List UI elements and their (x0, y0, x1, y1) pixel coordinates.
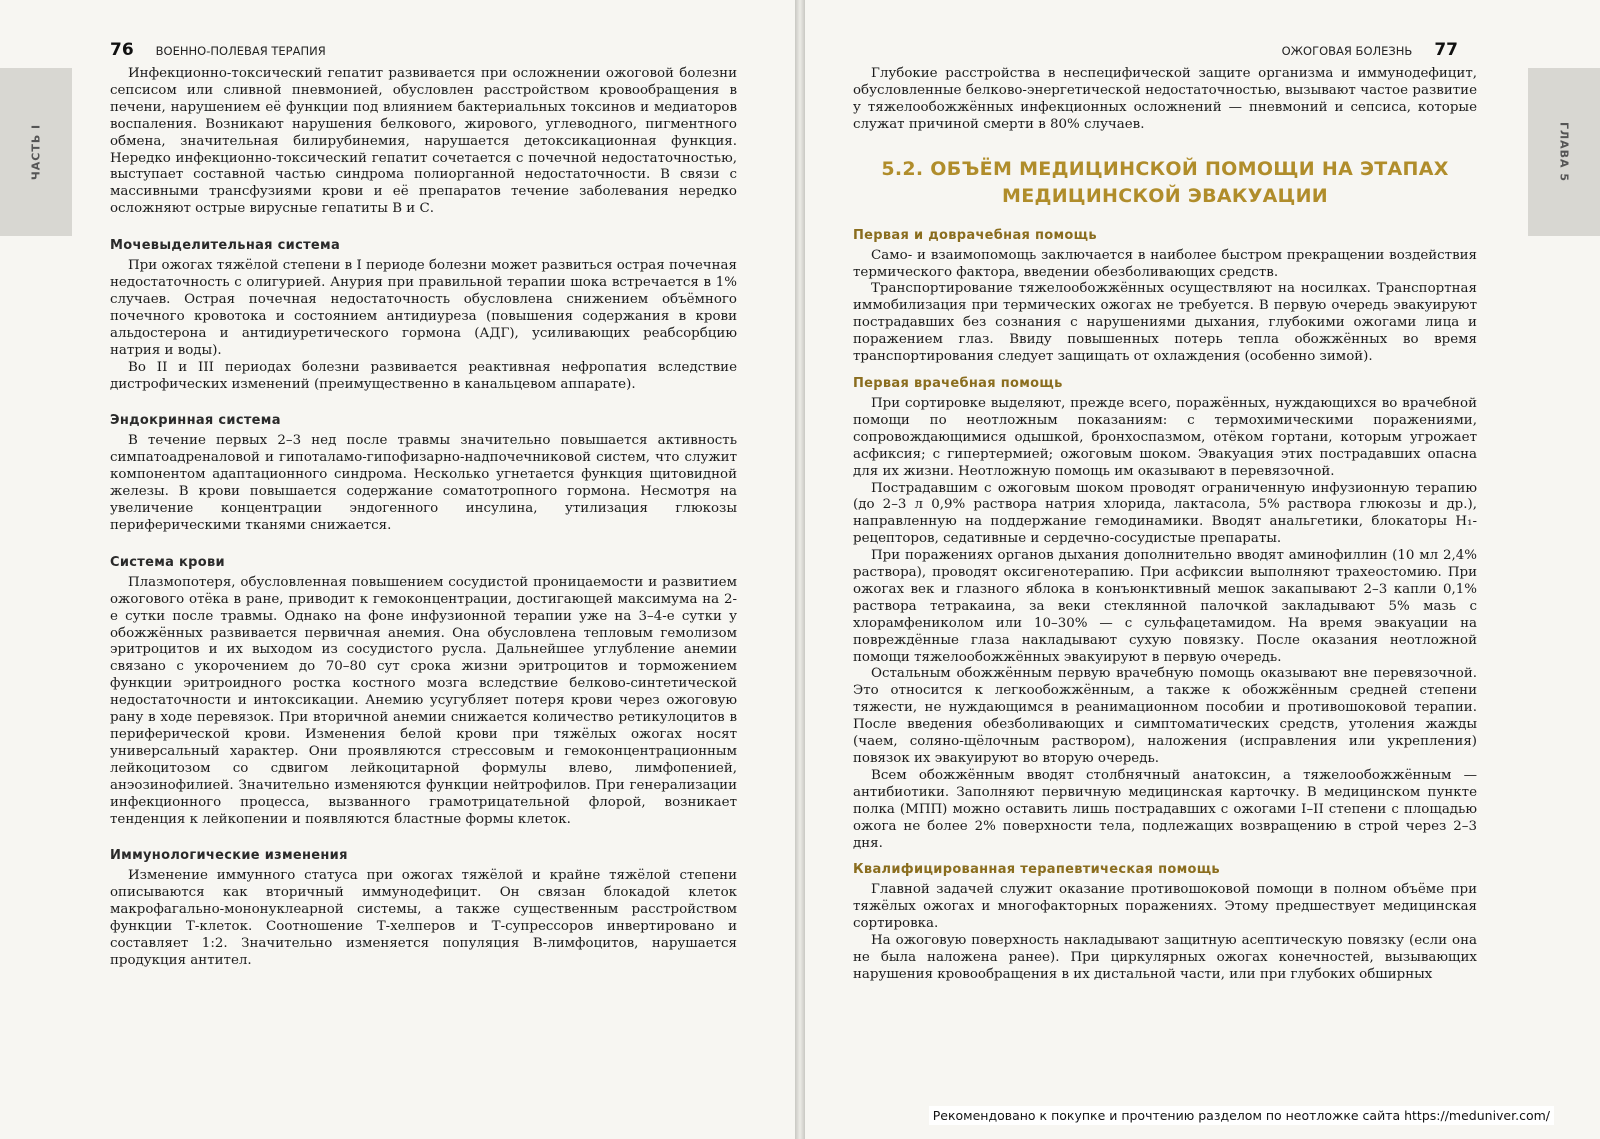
right-intro-paragraph: Глубокие расстройства в неспецифической защите организма и иммунодефицит, обусловленные белково-энергетической недостаточностью, вызывают частое развитие у тяжелообожжённых инфекционных осложнений — пневмоний и сепсиса, которые служат причиной смерти в 80% случаев. (853, 66, 1477, 132)
paragraph: Остальным обожжённым первую врачебную помощь оказывают вне перевязочной. Это относится к легкообожжённым, а также к обожжённым средней степени тяжести, не нуждающимся в реанимационном пособии и противошоковой терапии. После введения обезболивающих и симптоматических средств, утоления жажды (чаем, соляно-щёлочным раствором), наложения (исправления или укрепления) повязок их эвакуируют во вторую очередь. (853, 666, 1477, 766)
paragraph: Во II и III периодах болезни развивается реактивная нефропатия вследствие дистрофических изменений (преимущественно в канальцевом аппарате). (110, 359, 737, 392)
paragraph: В течение первых 2–3 нед после травмы значительно повышается активность симпатоадреналовой и гипоталамо-гипофизарно-надпочечниковой систем, что служит компонентом адаптационного синдрома. Несколько угнетается функция щитовидной железы. В крови повышается содержание соматотропного гормона. Несмотря на увеличение концентрации эндогенного инсулина, утилизация глюкозы периферическими тканями снижается. (110, 433, 737, 533)
paragraph: На ожоговую поверхность накладывают защитную асептическую повязку (если она не была наложена ранее). При циркулярных ожогах конечностей, вызывающих нарушения кровообращения в их дистальной части, или при глубоких обширных (853, 933, 1477, 982)
left-running-head (110, 40, 326, 60)
paragraph: Пострадавшим с ожоговым шоком проводят ограниченную инфузионную терапию (до 2–3 л 0,9% раствора натрия хлорида, лактасола, 5% раствора глюкозы и др.), направленную на поддержание гемодинамики. Вводят анальгетики, блокаторы H₁-рецепторов, седативные и сердечно-сосудистые препараты. (853, 480, 1477, 547)
paragraph: При поражениях органов дыхания дополнительно вводят аминофиллин (10 мл 2,4% раствора), проводят оксигенотерапию. При асфиксии выполняют трахеостомию. При ожогах век и глазного яблока в конъюнктивный мешок закапывают 2–3 капли 0,1% раствора тетракаина, за веки стеклянной палочкой закладывают 5% мазь с хлорамфениколом или 10–30% — с сульфацетамидом. На время эвакуации на повреждённые глаза накладывают сухую повязку. После оказания неотложной помощи тяжелообожжённых эвакуируют в первую очередь. (853, 548, 1477, 665)
section-heading-endocrine: Эндокринная система (110, 413, 281, 429)
left-running-title: ВОЕННО-ПОЛЕВАЯ ТЕРАПИЯ (155, 44, 326, 58)
section-heading-first-aid: Первая и доврачебная помощь (853, 227, 1097, 243)
paragraph: Плазмопотеря, обусловленная повышением сосудистой проницаемости и развитием ожогового отёка в ране, приводит к гемоконцентрации, достигающей максимума на 2-е сутки после травмы. Однако на фоне инфузионной терапии уже на 3–4-е сутки у обожжённых развивается первичная анемия. Она обусловлена тепловым гемолизом эритроцитов и их выходом из сосудистого русла. Дальнейшее углубление анемии связано с укорочением до 70–80 сут срока жизни эритроцитов и торможением функции эритроидного ростка костного мозга вследствие белково-синтетической недостаточности и интоксикации. Анемию усугубляет потеря крови через ожоговую рану в ходе перевязок. При вторичной анемии снижается количество ретикулоцитов в периферической крови. Изменения белой крови при тяжёлых ожогах носят универсальный характер. Они проявляются стрессовым и гемоконцентрационным лейкоцитозом со сдвигом лейкоцитарной формулы влево, лимфопенией, анэозинофилией. Значительно изменяются функции нейтрофилов. При генерализации инфекционного процесса, вызванного грамотрицательной флорой, возникает тенденция к лейкопении и появляются бластные формы клеток. (110, 574, 737, 827)
chapter-title-line-1: 5.2. ОБЪЁМ МЕДИЦИНСКОЙ ПОМОЩИ НА ЭТАПАХ (881, 157, 1449, 180)
section-heading-qualified-aid: Квалифицированная терапевтическая помощь (853, 862, 1220, 878)
left-text-column (110, 66, 737, 970)
part-thumb-label: ЧАСТЬ I (29, 123, 43, 181)
right-page-number: 77 (1434, 40, 1458, 60)
paragraph: Главной задачей служит оказание противошоковой помощи в полном объёме при тяжёлых ожогах и многофакторных поражениях. Этому предшествует медицинская сортировка. (853, 882, 1477, 932)
paragraph: Транспортирование тяжелообожжённых осуществляют на носилках. Транспортная иммобилизация при термических ожогах не требуется. В первую очередь эвакуируют пострадавших без сознания с нарушениями дыхания, глубокими ожогами лица и поражением глаз. Ввиду повышенных потерь тепла обожжённых во время транспортирования следует защищать от охлаждения (особенно зимой). (853, 281, 1477, 365)
chapter-thumb-label: ГЛАВА 5 (1557, 121, 1571, 183)
section-heading-first-medical-aid: Первая врачебная помощь (853, 375, 1063, 391)
paragraph: Само- и взаимопомощь заключается в наиболее быстром прекращении воздействия термического фактора, введении обезболивающих средств. (853, 247, 1477, 280)
paragraph: Изменение иммунного статуса при ожогах тяжёлой и крайне тяжёлой степени описываются как вторичный иммунодефицит. Он связан блокадой клеток макрофагально-мононуклеарной системы, а также существенным расстройством функции Т-клеток. Соотношение Т-хелперов и Т-супрессоров инвертировано и составляет 1:2. Значительно изменяется популяция В-лимфоцитов, нарушается продукция антител. (110, 868, 737, 968)
left-page (0, 0, 795, 1139)
chapter-thumb-tab (1528, 68, 1600, 236)
paragraph: При сортировке выделяют, прежде всего, поражённых, нуждающихся во врачебной помощи по неотложным показаниям: с термохимическими поражениями, сопровождающимися одышкой, бронхоспазмом, отёком гортани, которым угрожает асфиксия; с гипертермией; ожоговым шоком. Эвакуация этих пострадавших опасна для их жизни. Неотложную помощь им оказывают в перевязочной. (853, 395, 1477, 479)
right-page (805, 0, 1600, 1139)
section-heading-blood: Система крови (110, 554, 225, 570)
right-running-title: ОЖОГОВАЯ БОЛЕЗНЬ (1281, 44, 1413, 58)
chapter-title-line-2: МЕДИЦИНСКОЙ ЭВАКУАЦИИ (1001, 184, 1329, 207)
section-heading-immunology: Иммунологические изменения (110, 848, 348, 864)
part-thumb-tab (0, 68, 72, 236)
book-gutter (795, 0, 805, 1139)
right-running-head (1282, 40, 1458, 60)
paragraph: При ожогах тяжёлой степени в I периоде болезни может развиться острая почечная недостаточность с олигурией. Анурия при правильной терапии шока встречается в 1% случаев. Острая почечная недостаточность обусловлена снижением объёмного почечного кровотока и состоянием антидиуреза (повышения содержания в крови альдостерона и антидиуретического гормона (АДГ), усиливающих реабсорбцию натрия и воды). (110, 258, 737, 358)
recommendation-footer: Рекомендовано к покупке и прочтению разделом по неотложке сайта https://meduniver.com/ (929, 1106, 1554, 1125)
left-page-number: 76 (110, 40, 134, 60)
right-text-column (853, 66, 1477, 984)
paragraph: Всем обожжённым вводят столбнячный анатоксин, а тяжелообожжённым — антибиотики. Заполняют первичную медицинская карточку. В медицинском пункте полка (МПП) можно оставить лишь пострадавших с ожогами I–II степени с площадью ожога не более 2% поверхности тела, подлежащих возвращению в строй через 2–3 дня. (853, 767, 1477, 851)
section-heading-urinary: Мочевыделительная система (110, 238, 341, 254)
left-intro-paragraph: Инфекционно-токсический гепатит развивается при осложнении ожоговой болезни сепсисом или сливной пневмонией, обусловлен расстройством кровообращения в печени, нарушением её функции под влиянием бактериальных токсинов и медиаторов воспаления. Возникают нарушения белкового, жирового, углеводного, пигментного обмена, значительная билирубинемия, нарушается детоксикационная функция. Нередко инфекционно-токсический гепатит сочетается с почечной недостаточностью, выступает составной частью синдрома полиорганной недостаточности. В связи с массивными трансфузиями крови и её препаратов течение заболевания нередко осложняют острые вирусные гепатиты В и С. (110, 66, 737, 217)
chapter-section-title (853, 156, 1477, 210)
